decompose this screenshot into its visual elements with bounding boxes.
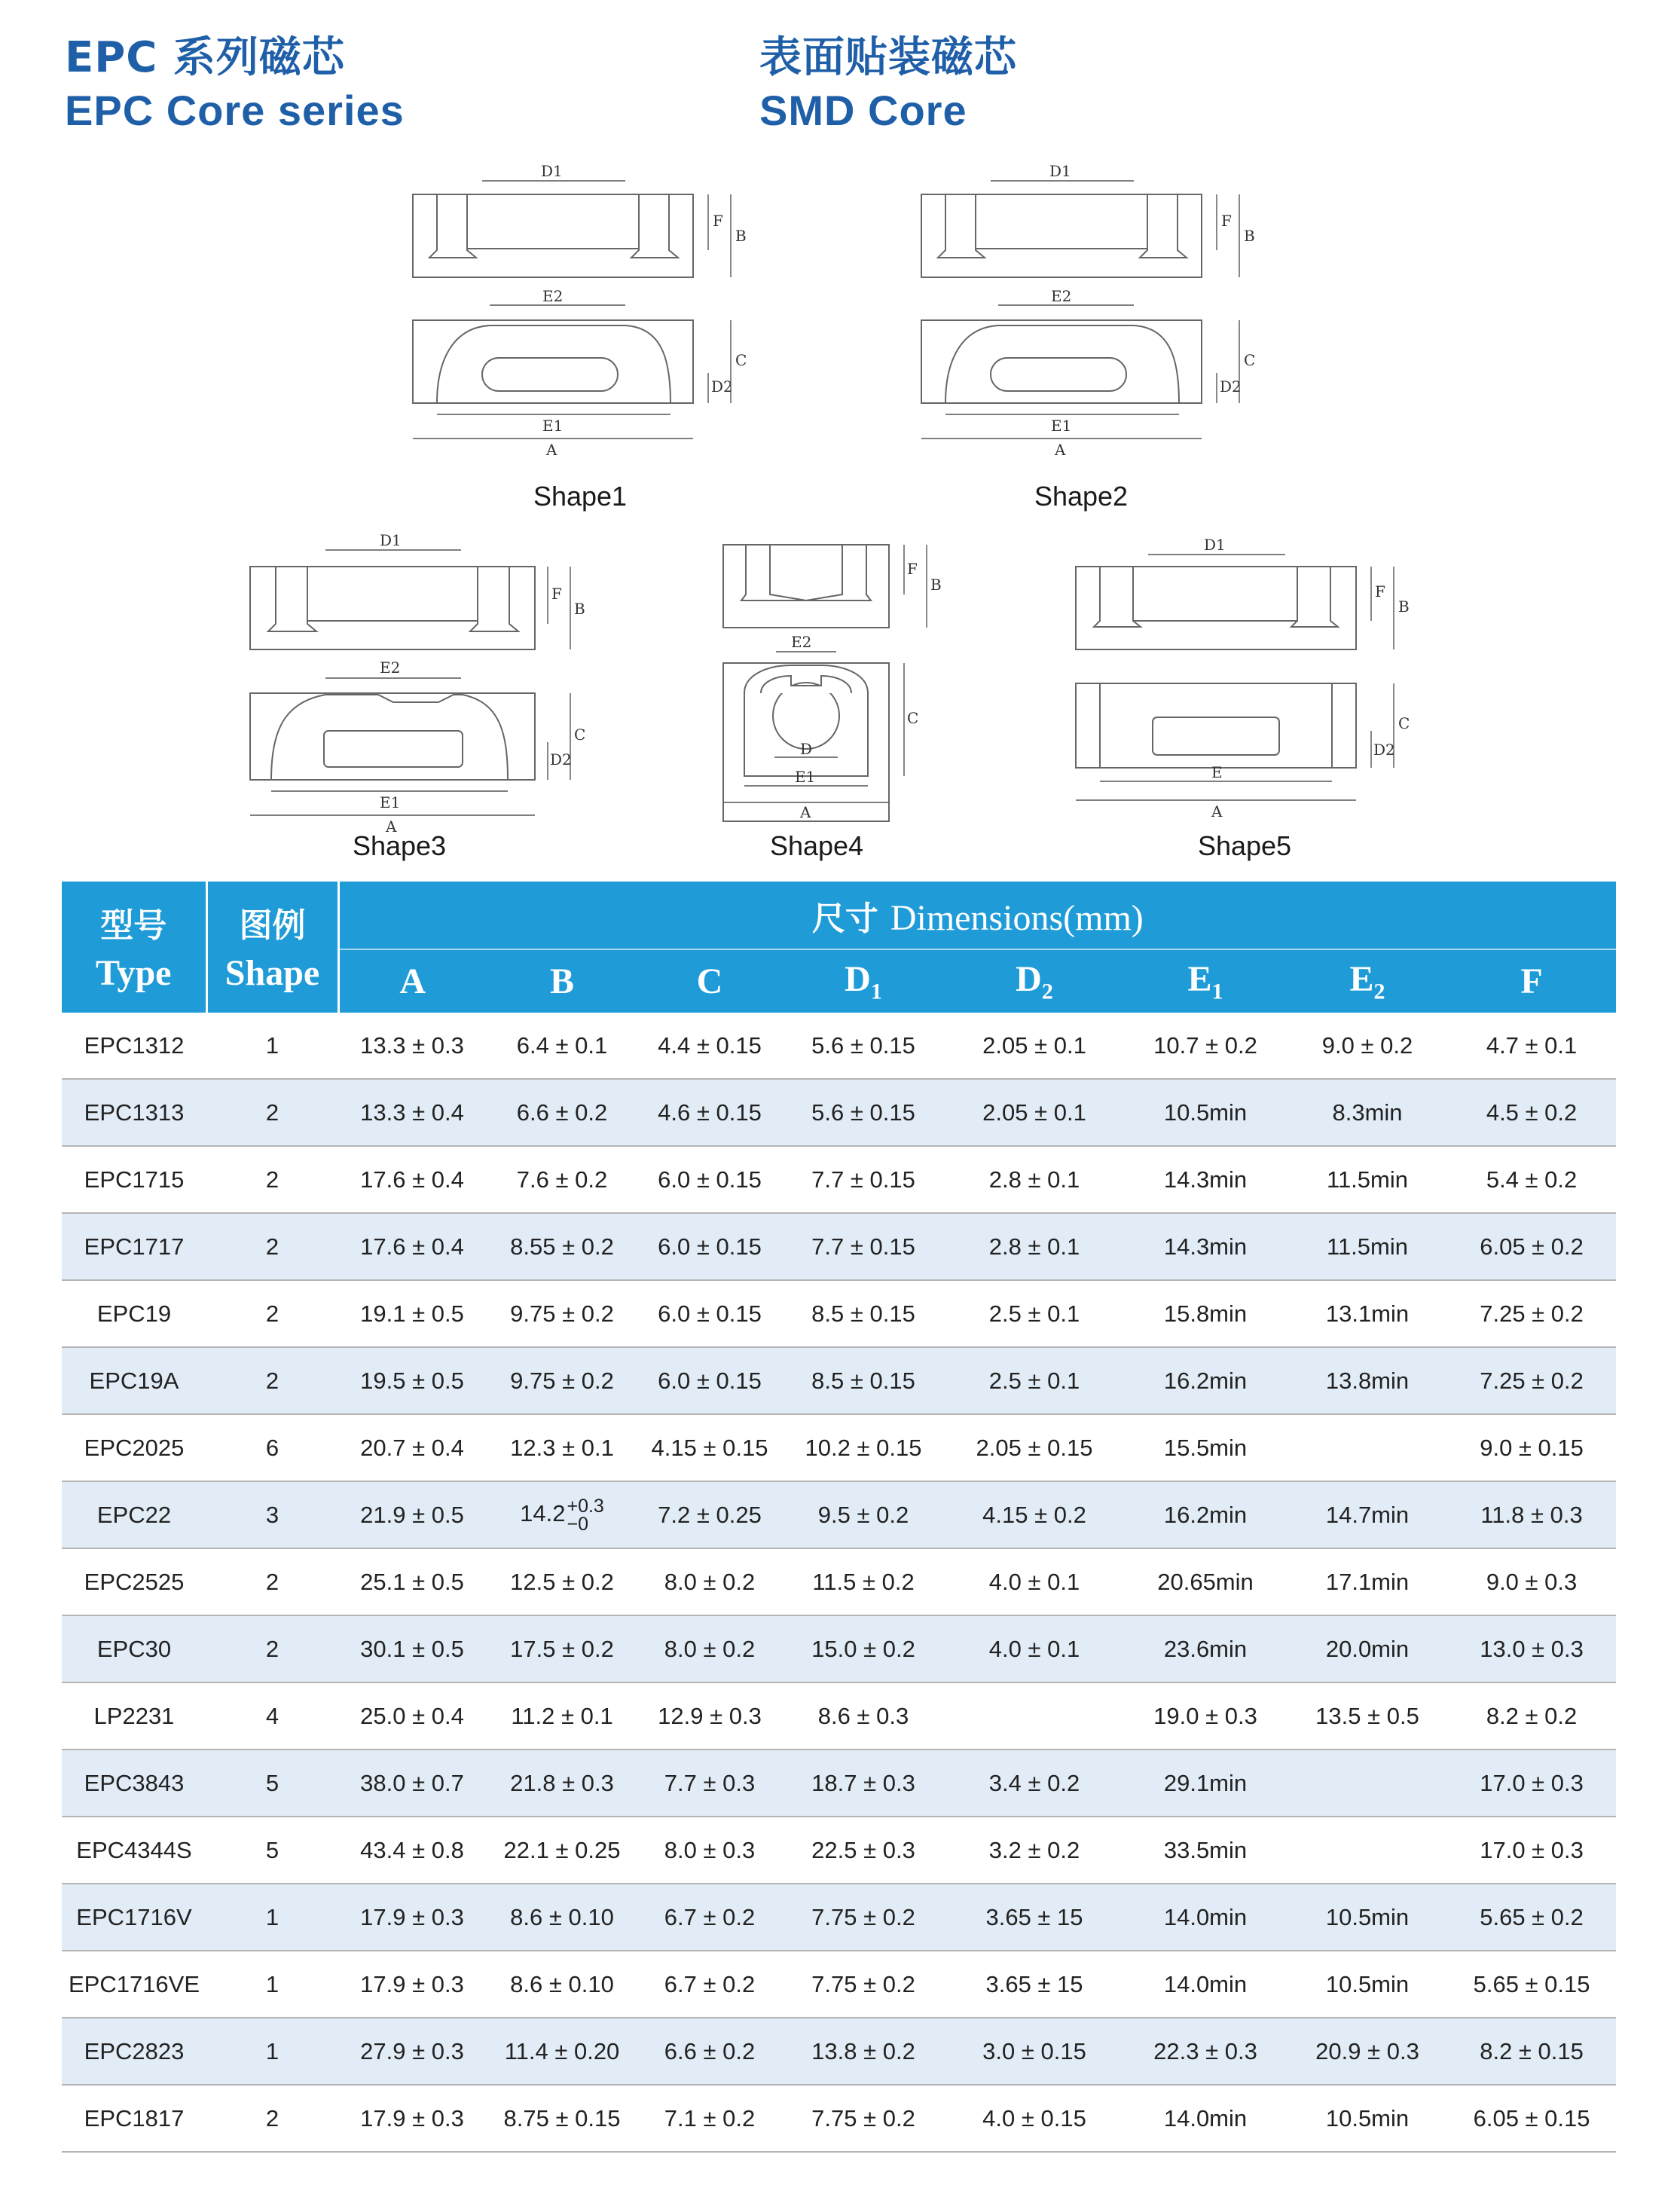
cell-d2: 2.05 ± 0.1 (945, 1079, 1123, 1146)
cell-e1: 16.2min (1123, 1347, 1287, 1414)
shape2-e2-label: E2 (1051, 287, 1072, 305)
table-row (62, 1682, 1616, 1750)
shape2-d2-label: D2 (1220, 377, 1242, 396)
shape5-f-label: F (1375, 582, 1385, 600)
cell-shape: 1 (206, 1884, 338, 1951)
col-header-f: F (1447, 949, 1616, 1013)
cell-e1: 14.0min (1123, 1951, 1287, 2018)
shape5-drawing (1070, 536, 1431, 838)
cell-a: 17.9 ± 0.3 (338, 2085, 486, 2152)
cell-f: 7.25 ± 0.2 (1447, 1347, 1616, 1414)
col-header-a: A (338, 949, 486, 1013)
cell-e2: 17.1min (1287, 1548, 1447, 1615)
cell-a: 38.0 ± 0.7 (338, 1750, 486, 1817)
cell-d1: 15.0 ± 0.2 (781, 1615, 945, 1682)
table-row (62, 1414, 1616, 1481)
cell-c: 6.7 ± 0.2 (638, 1951, 781, 2018)
col-header-e1-main: E (1187, 958, 1212, 999)
cell-d1: 22.5 ± 0.3 (781, 1817, 945, 1884)
cell-type: EPC19 (62, 1280, 206, 1347)
cell-type: EPC1716VE (62, 1951, 206, 2018)
cell-shape: 2 (206, 1548, 338, 1615)
cell-b: 22.1 ± 0.25 (486, 1817, 638, 1884)
shape1-f-label: F (713, 212, 723, 230)
shape5-d2-label: D2 (1373, 741, 1395, 759)
cell-type: EPC30 (62, 1615, 206, 1682)
cell-a: 17.9 ± 0.3 (338, 1884, 486, 1951)
cell-a: 17.9 ± 0.3 (338, 1951, 486, 2018)
shape5-label: Shape5 (1197, 830, 1292, 861)
cell-shape: 5 (206, 1750, 338, 1817)
cell-d2: 3.0 ± 0.15 (945, 2018, 1123, 2085)
table-row (62, 1884, 1616, 1951)
shape1-d2-label: D2 (711, 377, 733, 396)
cell-c: 4.4 ± 0.15 (638, 1013, 781, 1079)
shape4-f-label: F (907, 560, 918, 578)
cell-a: 19.5 ± 0.5 (338, 1347, 486, 1414)
table-row (62, 1951, 1616, 2018)
cell-shape: 2 (206, 1079, 338, 1146)
cell-shape: 4 (206, 1682, 338, 1750)
shape4-label: Shape4 (769, 830, 864, 861)
cell-e2: 20.9 ± 0.3 (1287, 2018, 1447, 2085)
cell-c: 8.0 ± 0.2 (638, 1548, 781, 1615)
cell-type: EPC22 (62, 1481, 206, 1548)
shape5-a-label: A (1211, 802, 1223, 821)
cell-b (486, 1481, 638, 1548)
shape2-label: Shape2 (1034, 481, 1129, 512)
col-header-d2-main: D (1016, 958, 1042, 999)
cell-b: 12.5 ± 0.2 (486, 1548, 638, 1615)
col-header-e2-sub: 2 (1373, 979, 1385, 1004)
shape4-e1-label: E1 (795, 768, 816, 786)
shape4-e2-label: E2 (791, 633, 812, 651)
cell-b: 9.75 ± 0.2 (486, 1280, 638, 1347)
shape1-d1-label: D1 (541, 162, 563, 180)
shape5-b-label: B (1398, 597, 1410, 616)
cell-f: 8.2 ± 0.2 (1447, 1682, 1616, 1750)
cell-shape: 2 (206, 1347, 338, 1414)
cell-f: 17.0 ± 0.3 (1447, 1817, 1616, 1884)
shape4-b-label: B (930, 576, 942, 594)
cell-d2: 4.0 ± 0.1 (945, 1615, 1123, 1682)
cell-type: EPC2525 (62, 1548, 206, 1615)
cell-d1: 18.7 ± 0.3 (781, 1750, 945, 1817)
tolerance-minus: −0 (567, 1513, 588, 1535)
cell-f: 4.5 ± 0.2 (1447, 1079, 1616, 1146)
cell-d1: 5.6 ± 0.15 (781, 1079, 945, 1146)
cell-f: 5.65 ± 0.15 (1447, 1951, 1616, 2018)
cell-d2: 4.0 ± 0.15 (945, 2085, 1123, 2152)
col-header-e2-main: E (1349, 958, 1374, 999)
cell-shape: 2 (206, 2085, 338, 2152)
cell-type: EPC1817 (62, 2085, 206, 2152)
col-header-e2 (1287, 949, 1447, 1013)
cell-d2: 3.65 ± 15 (945, 1951, 1123, 2018)
cell-e2: 20.0min (1287, 1615, 1447, 1682)
table-header-row-2 (62, 949, 1616, 1013)
cell-e1: 33.5min (1123, 1817, 1287, 1884)
cell-e1: 10.7 ± 0.2 (1123, 1013, 1287, 1079)
cell-f: 5.65 ± 0.2 (1447, 1884, 1616, 1951)
cell-d1: 8.5 ± 0.15 (781, 1347, 945, 1414)
col-header-d1-main: D (845, 958, 871, 999)
table-header-row-1 (62, 882, 1616, 949)
cell-a: 19.1 ± 0.5 (338, 1280, 486, 1347)
cell-c: 4.15 ± 0.15 (638, 1414, 781, 1481)
cell-e2: 13.1min (1287, 1280, 1447, 1347)
table-row (62, 1079, 1616, 1146)
shape2-b-label: B (1244, 227, 1255, 245)
cell-d2: 2.5 ± 0.1 (945, 1347, 1123, 1414)
cell-b-value: 14.2 (520, 1499, 566, 1526)
cell-shape: 2 (206, 1213, 338, 1280)
shape3-d2-label: D2 (550, 750, 572, 769)
cell-b: 9.75 ± 0.2 (486, 1347, 638, 1414)
cell-b: 6.6 ± 0.2 (486, 1079, 638, 1146)
table-row (62, 1615, 1616, 1682)
cell-c: 6.6 ± 0.2 (638, 2018, 781, 2085)
cell-a: 43.4 ± 0.8 (338, 1817, 486, 1884)
cell-e2 (1287, 1414, 1447, 1481)
cell-e1: 14.0min (1123, 2085, 1287, 2152)
table-row (62, 1817, 1616, 1884)
cell-d2: 3.65 ± 15 (945, 1884, 1123, 1951)
cell-d1: 8.6 ± 0.3 (781, 1682, 945, 1750)
cell-a: 20.7 ± 0.4 (338, 1414, 486, 1481)
col-header-d2 (945, 949, 1123, 1013)
cell-c: 7.2 ± 0.25 (638, 1481, 781, 1548)
cell-e2: 10.5min (1287, 2085, 1447, 2152)
cell-e2: 13.5 ± 0.5 (1287, 1682, 1447, 1750)
cell-f: 6.05 ± 0.15 (1447, 2085, 1616, 2152)
tolerance-plus: +0.3 (567, 1495, 604, 1517)
shape3-e2-label: E2 (380, 659, 401, 677)
cell-d2 (945, 1682, 1123, 1750)
cell-d2: 2.05 ± 0.15 (945, 1414, 1123, 1481)
shape4-c-label: C (907, 709, 919, 727)
cell-d2: 2.5 ± 0.1 (945, 1280, 1123, 1347)
shape3-f-label: F (551, 585, 562, 603)
shape2-d1-label: D1 (1049, 162, 1071, 180)
cell-d1: 5.6 ± 0.15 (781, 1013, 945, 1079)
shape-header-cn: 图例 (206, 882, 338, 949)
shape3-a-label: A (386, 817, 397, 836)
cell-e2: 14.7min (1287, 1481, 1447, 1548)
heading-epc-series-cn: EPC 系列磁芯 (65, 33, 345, 82)
table-row (62, 2018, 1616, 2085)
cell-type: EPC1716V (62, 1884, 206, 1951)
shape1-e1-label: E1 (542, 417, 564, 435)
shape2-e1-label: E1 (1051, 417, 1072, 435)
cell-a: 17.6 ± 0.4 (338, 1146, 486, 1213)
cell-e1: 22.3 ± 0.3 (1123, 2018, 1287, 2085)
cell-b: 8.6 ± 0.10 (486, 1884, 638, 1951)
cell-c: 7.1 ± 0.2 (638, 2085, 781, 2152)
cell-b: 11.2 ± 0.1 (486, 1682, 638, 1750)
shape2-a-label: A (1055, 441, 1066, 459)
heading-smd-core-en: SMD Core (759, 87, 967, 134)
col-header-b: B (486, 949, 638, 1013)
shape4-drawing (716, 531, 964, 833)
table-body (62, 1013, 1616, 2152)
cell-e2: 11.5min (1287, 1146, 1447, 1213)
cell-c: 12.9 ± 0.3 (638, 1682, 781, 1750)
shape5-c-label: C (1398, 714, 1410, 732)
shape3-b-label: B (574, 600, 585, 618)
dimensions-header-cn: 尺寸 (811, 899, 878, 938)
cell-type: EPC1312 (62, 1013, 206, 1079)
shape2-drawing (915, 162, 1277, 467)
heading-smd-core-cn: 表面贴装磁芯 (759, 33, 1017, 82)
cell-c: 6.0 ± 0.15 (638, 1213, 781, 1280)
cell-f: 7.25 ± 0.2 (1447, 1280, 1616, 1347)
shape1-drawing (407, 162, 768, 467)
cell-shape: 1 (206, 1951, 338, 2018)
cell-type: EPC1715 (62, 1146, 206, 1213)
cell-d2: 4.15 ± 0.2 (945, 1481, 1123, 1548)
cell-f: 13.0 ± 0.3 (1447, 1615, 1616, 1682)
cell-e1: 16.2min (1123, 1481, 1287, 1548)
cell-e1: 10.5min (1123, 1079, 1287, 1146)
shape3-drawing (243, 527, 619, 836)
cell-d1: 8.5 ± 0.15 (781, 1280, 945, 1347)
cell-c: 6.0 ± 0.15 (638, 1280, 781, 1347)
cell-c: 4.6 ± 0.15 (638, 1079, 781, 1146)
cell-b: 7.6 ± 0.2 (486, 1146, 638, 1213)
cell-d1: 7.75 ± 0.2 (781, 1884, 945, 1951)
cell-shape: 5 (206, 1817, 338, 1884)
type-header-en: Type (62, 949, 206, 1013)
cell-shape: 3 (206, 1481, 338, 1548)
cell-b: 17.5 ± 0.2 (486, 1615, 638, 1682)
shape3-d1-label: D1 (380, 531, 402, 549)
cell-d1: 13.8 ± 0.2 (781, 2018, 945, 2085)
cell-a: 25.1 ± 0.5 (338, 1548, 486, 1615)
cell-a: 13.3 ± 0.3 (338, 1013, 486, 1079)
table-row (62, 1013, 1616, 1079)
table-row (62, 1548, 1616, 1615)
cell-d2: 4.0 ± 0.1 (945, 1548, 1123, 1615)
cell-f: 11.8 ± 0.3 (1447, 1481, 1616, 1548)
shape3-e1-label: E1 (380, 793, 401, 811)
col-header-c: C (638, 949, 781, 1013)
cell-f: 4.7 ± 0.1 (1447, 1013, 1616, 1079)
cell-d2: 2.05 ± 0.1 (945, 1013, 1123, 1079)
cell-b: 8.55 ± 0.2 (486, 1213, 638, 1280)
cell-d2: 2.8 ± 0.1 (945, 1146, 1123, 1213)
table-row (62, 1213, 1616, 1280)
cell-e2 (1287, 1817, 1447, 1884)
cell-e1: 19.0 ± 0.3 (1123, 1682, 1287, 1750)
shape5-d1-label: D1 (1204, 536, 1226, 554)
cell-type: EPC4344S (62, 1817, 206, 1884)
cell-b-tolerance (567, 1497, 603, 1533)
col-header-d1-sub: 1 (870, 979, 882, 1004)
cell-e1: 29.1min (1123, 1750, 1287, 1817)
cell-f: 8.2 ± 0.15 (1447, 2018, 1616, 2085)
cell-c: 6.0 ± 0.15 (638, 1347, 781, 1414)
cell-e2: 8.3min (1287, 1079, 1447, 1146)
cell-d1: 7.7 ± 0.15 (781, 1213, 945, 1280)
cell-f: 9.0 ± 0.15 (1447, 1414, 1616, 1481)
cell-a: 21.9 ± 0.5 (338, 1481, 486, 1548)
cell-e1: 14.3min (1123, 1146, 1287, 1213)
cell-d2: 3.4 ± 0.2 (945, 1750, 1123, 1817)
col-header-d1 (781, 949, 945, 1013)
cell-e1: 15.8min (1123, 1280, 1287, 1347)
cell-e2: 10.5min (1287, 1884, 1447, 1951)
cell-shape: 2 (206, 1146, 338, 1213)
cell-shape: 6 (206, 1414, 338, 1481)
cell-e1: 23.6min (1123, 1615, 1287, 1682)
cell-a: 27.9 ± 0.3 (338, 2018, 486, 2085)
cell-d1: 9.5 ± 0.2 (781, 1481, 945, 1548)
cell-shape: 1 (206, 1013, 338, 1079)
cell-type: EPC19A (62, 1347, 206, 1414)
cell-d2: 3.2 ± 0.2 (945, 1817, 1123, 1884)
heading-epc-series-en: EPC Core series (65, 87, 405, 134)
cell-d1: 7.75 ± 0.2 (781, 1951, 945, 2018)
cell-f: 17.0 ± 0.3 (1447, 1750, 1616, 1817)
shape4-a-label: A (800, 803, 811, 821)
cell-e2: 9.0 ± 0.2 (1287, 1013, 1447, 1079)
heading-smd-core (759, 32, 1017, 137)
cell-d2: 2.8 ± 0.1 (945, 1213, 1123, 1280)
cell-b: 12.3 ± 0.1 (486, 1414, 638, 1481)
cell-a: 25.0 ± 0.4 (338, 1682, 486, 1750)
shape3-c-label: C (574, 726, 586, 744)
cell-type: LP2231 (62, 1682, 206, 1750)
cell-e1: 15.5min (1123, 1414, 1287, 1481)
cell-f: 6.05 ± 0.2 (1447, 1213, 1616, 1280)
dimensions-header-en: Dimensions(mm) (890, 897, 1144, 938)
cell-c: 6.7 ± 0.2 (638, 1884, 781, 1951)
cell-c: 7.7 ± 0.3 (638, 1750, 781, 1817)
col-header-e1-sub: 1 (1211, 979, 1223, 1004)
cell-d1: 10.2 ± 0.15 (781, 1414, 945, 1481)
cell-c: 8.0 ± 0.2 (638, 1615, 781, 1682)
cell-b: 8.75 ± 0.15 (486, 2085, 638, 2152)
cell-shape: 2 (206, 1280, 338, 1347)
cell-e1: 20.65min (1123, 1548, 1287, 1615)
cell-f: 9.0 ± 0.3 (1447, 1548, 1616, 1615)
dimensions-table (62, 882, 1616, 2153)
cell-type: EPC2823 (62, 2018, 206, 2085)
heading-epc-series (65, 32, 405, 137)
cell-e2: 10.5min (1287, 1951, 1447, 2018)
shape-header-en: Shape (206, 949, 338, 1013)
col-header-d2-sub: 2 (1041, 979, 1053, 1004)
shape1-label: Shape1 (533, 481, 628, 512)
cell-e2 (1287, 1750, 1447, 1817)
cell-c: 6.0 ± 0.15 (638, 1146, 781, 1213)
shape1-c-label: C (735, 351, 747, 369)
cell-type: EPC3843 (62, 1750, 206, 1817)
cell-type: EPC1313 (62, 1079, 206, 1146)
cell-b: 6.4 ± 0.1 (486, 1013, 638, 1079)
cell-b: 21.8 ± 0.3 (486, 1750, 638, 1817)
table-row (62, 1280, 1616, 1347)
shape1-b-label: B (735, 227, 747, 245)
cell-e2: 13.8min (1287, 1347, 1447, 1414)
shape3-label: Shape3 (352, 830, 447, 861)
shape1-a-label: A (546, 441, 557, 459)
cell-d1: 7.75 ± 0.2 (781, 2085, 945, 2152)
type-header-cn: 型号 (62, 882, 206, 949)
shape2-f-label: F (1221, 212, 1232, 230)
table-row (62, 2085, 1616, 2152)
cell-type: EPC2025 (62, 1414, 206, 1481)
cell-b: 8.6 ± 0.10 (486, 1951, 638, 2018)
cell-d1: 11.5 ± 0.2 (781, 1548, 945, 1615)
table-row (62, 1347, 1616, 1414)
cell-d1: 7.7 ± 0.15 (781, 1146, 945, 1213)
cell-e2: 11.5min (1287, 1213, 1447, 1280)
cell-c: 8.0 ± 0.3 (638, 1817, 781, 1884)
dimensions-header (338, 882, 1616, 949)
cell-a: 30.1 ± 0.5 (338, 1615, 486, 1682)
cell-type: EPC1717 (62, 1213, 206, 1280)
cell-b: 11.4 ± 0.20 (486, 2018, 638, 2085)
cell-e1: 14.3min (1123, 1213, 1287, 1280)
table-row (62, 1146, 1616, 1213)
shape4-d-label: D (800, 740, 813, 758)
cell-e1: 14.0min (1123, 1884, 1287, 1951)
table-row (62, 1481, 1616, 1548)
cell-a: 17.6 ± 0.4 (338, 1213, 486, 1280)
cell-shape: 1 (206, 2018, 338, 2085)
shape1-e2-label: E2 (542, 287, 564, 305)
col-header-e1 (1123, 949, 1287, 1013)
cell-f: 5.4 ± 0.2 (1447, 1146, 1616, 1213)
cell-shape: 2 (206, 1615, 338, 1682)
shape2-c-label: C (1244, 351, 1256, 369)
cell-a: 13.3 ± 0.4 (338, 1079, 486, 1146)
table-row (62, 1750, 1616, 1817)
shape5-e-label: E (1211, 763, 1223, 781)
